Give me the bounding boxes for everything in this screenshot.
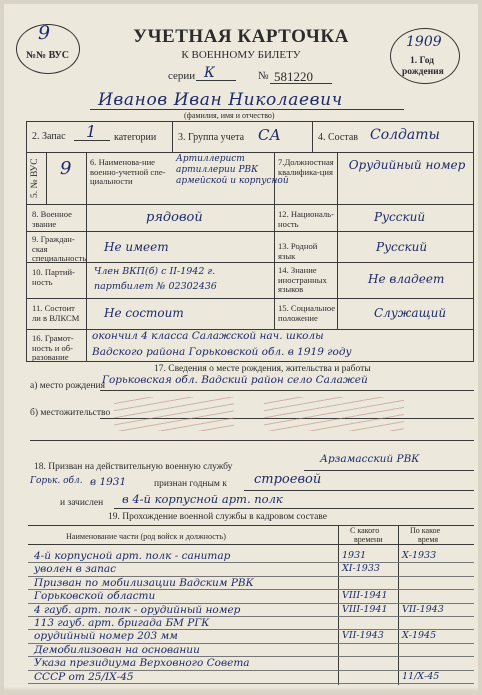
grid-left-line: [26, 121, 27, 361]
service-unit-cell: 4 гауб. арт. полк - орудийный номер: [34, 603, 241, 616]
native-language-value: Русский: [376, 240, 428, 254]
service-col-unit: Наименование части (род войск и должность): [66, 532, 226, 541]
table-row: [4, 617, 474, 630]
service-from-cell: 1931: [342, 550, 367, 561]
called-line3-value: в 4-й корпусной арт. полк: [122, 492, 283, 506]
series-underline: [196, 80, 236, 81]
number-value: 581220: [274, 69, 313, 84]
grid-line-2: [26, 152, 474, 153]
service-header-line: [28, 544, 474, 545]
birth-year-label-2: рождения: [402, 67, 444, 77]
grid-v-vus-b: [86, 152, 87, 204]
service-unit-cell: Горьковской области: [34, 590, 156, 603]
vus-value: 9: [60, 158, 72, 179]
residence-label: б) местожительство: [30, 408, 111, 418]
card-subtitle: К ВОЕННОМУ БИЛЕТУ: [181, 49, 301, 61]
service-to-cell: VII-1943: [402, 603, 444, 615]
table-row: [4, 630, 474, 643]
birth-year-label: 1. Год: [410, 56, 434, 66]
service-header: 19. Прохождение военной службы в кадровом составе: [108, 512, 327, 522]
category-label: категории: [114, 132, 157, 143]
composition-value: Солдаты: [370, 127, 440, 143]
position-label: 7.Должностная квалифика-ция: [278, 157, 334, 177]
grid-v-right: [337, 152, 338, 329]
birthplace-label: а) место рождения: [30, 381, 106, 391]
position-value: Орудийный номер: [348, 158, 466, 172]
name-caption: (фамилия, имя и отчество): [184, 111, 275, 120]
residence-underline-2: [30, 440, 474, 441]
number-underline: [270, 83, 332, 84]
civil-specialty-value: Не имеет: [104, 240, 169, 254]
table-row: [4, 563, 474, 576]
service-from-cell: VII-1943: [342, 630, 384, 642]
name-underline: [90, 109, 404, 110]
birthplace-underline: [100, 390, 474, 391]
service-unit-cell: орудийный номер 203 мм: [34, 630, 178, 643]
education-label: 16. Грамот-ность и об-разование: [32, 333, 74, 362]
specialty-value-2: артиллерии РВК: [176, 165, 259, 175]
reserve-label: 2. Запас: [32, 131, 66, 142]
series-label: серии: [168, 70, 196, 82]
grid-line-3: [26, 204, 474, 205]
civil-specialty-label: 9. Граждан-ская специальность: [32, 234, 87, 263]
service-unit-cell: 4-й корпусной арт. полк - санитар: [34, 550, 231, 562]
service-unit-cell: Демобилизован на основании: [34, 643, 200, 656]
foreign-languages-value: Не владеет: [368, 272, 445, 286]
table-row-line: [28, 683, 474, 684]
nationality-label: 12. Националь-ность: [278, 209, 334, 229]
table-row: [4, 644, 474, 657]
composition-label: 4. Состав: [318, 132, 359, 143]
called-line2-year: в 1931: [90, 476, 127, 488]
native-language-label: 13. Родной язык: [278, 241, 318, 261]
group-value: СА: [258, 126, 281, 144]
vus-side-label: 5. № ВУС: [30, 158, 40, 198]
service-top-line: [28, 525, 474, 526]
called-line2-underline: [244, 490, 474, 491]
birthplace-value: Горьковская обл. Вадский район село Салажей: [102, 374, 368, 386]
table-row: [4, 657, 474, 670]
social-status-label: 15. Социальное положение: [278, 303, 336, 323]
service-from-cell: VIII-1941: [342, 590, 388, 602]
service-col-from: С какого: [350, 526, 380, 535]
grid-line-5: [26, 262, 474, 263]
education-value-1: окончил 4 класса Салажской нач. школы: [92, 330, 324, 342]
party-value-2: партбилет № 02302436: [94, 281, 217, 292]
service-to-cell: Х-1933: [402, 550, 437, 561]
service-unit-cell: Призван по мобилизации Вадским РВК: [34, 576, 254, 589]
reserve-value: 1: [86, 122, 97, 141]
grid-v-left-labels: [86, 204, 87, 361]
birth-year-value: 1909: [406, 34, 442, 50]
table-row: [4, 590, 474, 603]
called-line1-value: Арзамасский РВК: [320, 453, 420, 465]
service-to-cell: Х-1945: [402, 630, 437, 642]
grid-v-row2-b: [312, 121, 313, 152]
rank-value: рядовой: [146, 210, 203, 225]
table-row: [4, 671, 474, 684]
grid-v-row2-a: [172, 121, 173, 152]
party-value-1: Член ВКП(б) с II-1942 г.: [94, 266, 216, 277]
table-row: [4, 577, 474, 590]
party-label: 10. Партий-ность: [32, 267, 75, 287]
group-label: 3. Группа учета: [178, 132, 245, 143]
vus-label: №№ ВУС: [26, 50, 70, 61]
grid-line-8: [26, 361, 474, 362]
called-line3-underline: [114, 508, 474, 509]
service-col-from-2: времени: [354, 535, 383, 544]
service-col-to-2: время: [418, 535, 439, 544]
card-title: УЧЕТНАЯ КАРТОЧКА: [133, 26, 349, 47]
grid-v-vus-a: [46, 152, 47, 204]
registration-card: [4, 4, 478, 691]
called-line2-label: признан годным к: [154, 479, 227, 489]
service-from-cell: ХI-1933: [342, 563, 380, 575]
called-line1-label: 18. Призван на действительную военную службу: [34, 462, 233, 472]
service-from-cell: VIII-1941: [342, 603, 388, 615]
grid-line-4: [26, 231, 474, 232]
grid-line-6: [26, 298, 474, 299]
rank-label: 8. Военное звание: [32, 209, 72, 229]
grid-right-line: [473, 121, 474, 361]
reserve-underline: [74, 140, 110, 141]
specialty-value-3: армейской и корпусной: [176, 176, 289, 186]
komsomol-value: Не состоит: [104, 306, 184, 320]
called-line3-label: и зачислен: [60, 498, 104, 508]
table-row: [4, 604, 474, 617]
number-label: №: [258, 70, 269, 82]
birthplace-header: 17. Сведения о месте рождения, жительства и работы: [154, 364, 371, 374]
nationality-value: Русский: [374, 210, 426, 224]
service-unit-cell: Указа президиума Верховного Совета: [34, 657, 250, 670]
service-unit-cell: 113 гауб. арт. бригада БМ РГК: [34, 617, 210, 629]
faded-residence-text-right: [264, 397, 404, 431]
called-line2-value: строевой: [254, 472, 322, 487]
social-status-value: Служащий: [374, 306, 447, 320]
card-bottom-edge: [4, 687, 478, 691]
called-line2-prefix: Горьк. обл.: [30, 476, 83, 486]
foreign-languages-label: 14. Знание иностранных языков: [278, 265, 327, 294]
service-to-cell: 11/Х-45: [402, 670, 440, 682]
called-line1-underline: [304, 470, 474, 471]
komsomol-label: 11. Состоит ли в ВЛКСМ: [32, 303, 80, 323]
vus-number-handwritten: 9: [38, 22, 51, 44]
service-col-to: По какое: [410, 526, 441, 535]
series-value: К: [204, 65, 215, 81]
service-unit-cell: СССР от 25/IХ-45: [34, 670, 134, 683]
education-value-2: Вадского района Горьковской обл. в 1919 году: [92, 346, 352, 358]
specialty-value-1: Артиллерист: [176, 154, 245, 164]
faded-residence-text-left: [114, 397, 234, 431]
full-name-value: Иванов Иван Николаевич: [98, 90, 343, 110]
service-unit-cell: уволен в запас: [34, 563, 117, 576]
specialty-label: 6. Наименова-ние военно-учетной спе-циальности: [90, 157, 166, 186]
table-row: [4, 550, 474, 563]
